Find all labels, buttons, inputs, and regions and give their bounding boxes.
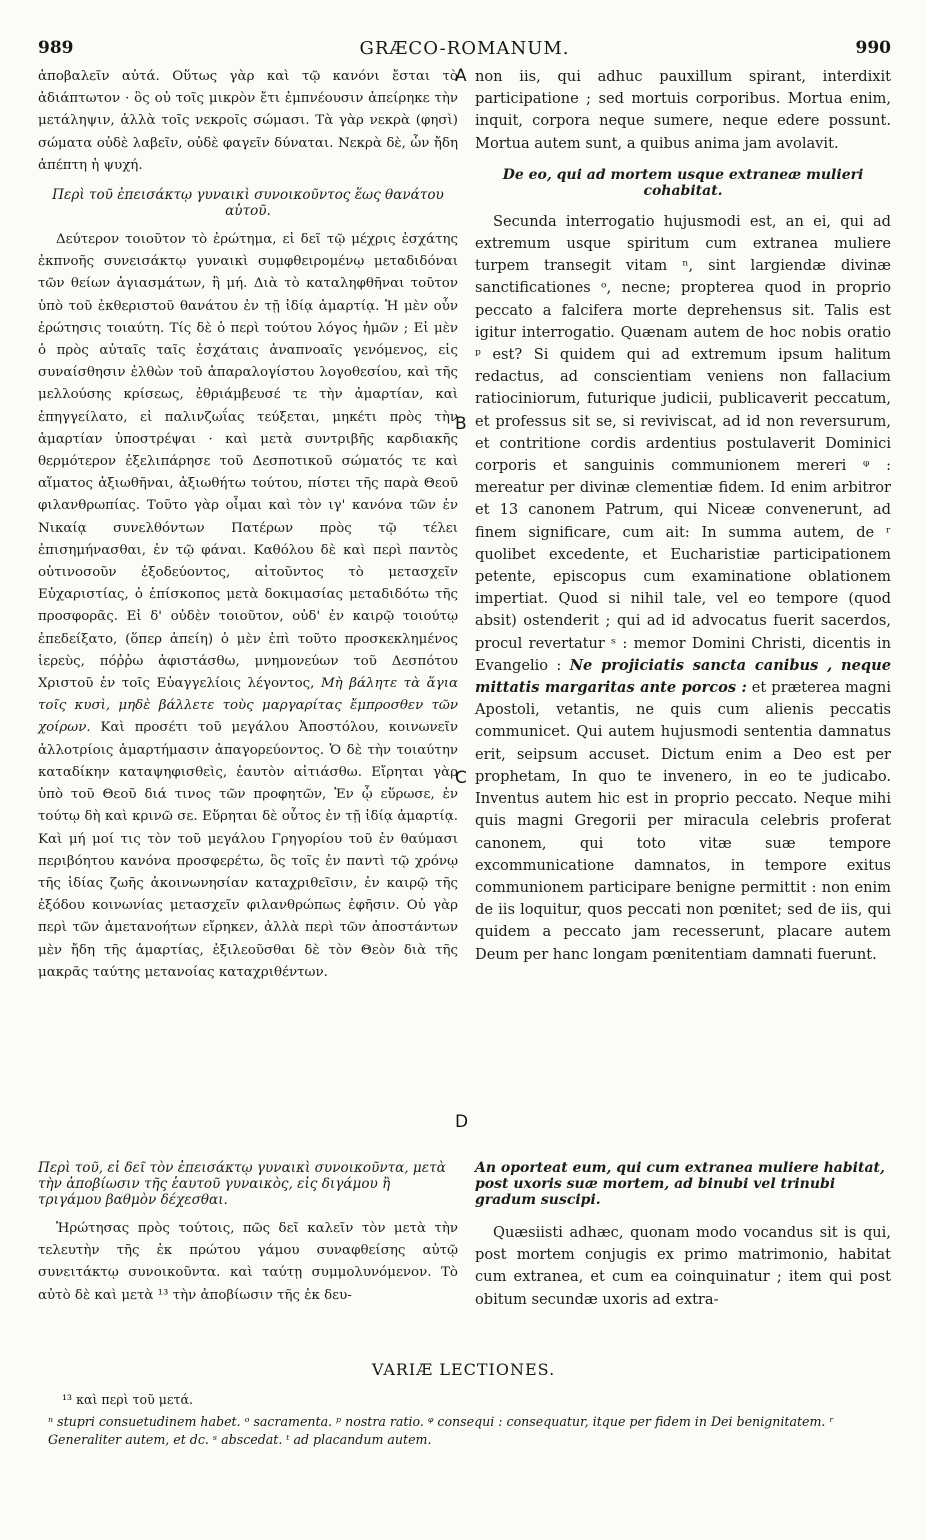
- latin-body-1b: et præterea magni Apostoli, vetantis, ne quis cum alienis peccatis communicet. Qui autem hujusmodi sententia damnatus erit, seipsum accuset. Dictum enim a Deo est per prophetam, In quo te invenero, in eo te judicabo. Inventus autem hic est in proprio peccato. Neque mihi quis magni Gregorii per miracula celebris proferat canonem, qui toto vitæ suæ tempore excommunicatione damnatos, in tempore exitus communionem participare benigne permittit : non enim de iis loquitur, quos peccati non pœnitet; sed de iis, qui quidem a peccato jam recesserunt, placare autem Deum per hanc longam pœnitentiam damnati fuerunt.: [475, 679, 891, 963]
- page-number-left: 989: [38, 38, 74, 58]
- running-header: [38, 38, 891, 64]
- latin-heading-1: De eo, qui ad mortem usque extraneæ mulieri cohabitat.: [502, 166, 864, 199]
- greek-paragraph-1: [38, 229, 458, 984]
- margin-marker-c: C: [455, 768, 467, 788]
- greek-heading-2: Περὶ τοῦ, εἰ δεῖ τὸν ἐπεισάκτῳ γυναικὶ συνοικοῦντα, μετὰ τὴν ἀποβίωσιν τῆς ἑαυτοῦ γυναικὸς, εἰς διγάμου ἢ τριγάμου βαθμὸν δέχεσθαι.: [38, 1160, 446, 1208]
- margin-marker-a: A: [455, 66, 467, 86]
- greek-body-1b: Καὶ προσέτι τοῦ μεγάλου Ἀποστόλου, κοινωνεῖν ἀλλοτρίοις ἁμαρτήμασιν ἀπαγορεύοντος. Ὁ δὲ τὴν τοιαύτην καταδίκην καταψηφισθεὶς, ἑαυτὸν αἰτιάσθω. Εἴρηται γὰρ ὑπὸ τοῦ Θεοῦ διά τινος τῶν προφητῶν, Ἐν ᾧ εὕρωσε, ἐν τούτῳ δὴ καὶ κρινῶ σε. Εὕρηται δὲ οὗτος ἐν τῇ ἰδίᾳ ἁμαρτίᾳ. Καὶ μή μοί τις τὸν τοῦ μεγάλου Γρηγορίου τοῦ ἐν θαύμασι περιβόητου κανόνα προσφερέτω, ὃς τοῖς ἐν παντὶ τῷ χρόνῳ τῆς ἰδίας ζωῆς ἀκοινωνησίαν καταχριθεῖσιν, ἐν καιρῷ τῆς ἐξόδου κοινωνίας μετασχεῖν φιλανθρώπως ἐφῆσιν. Οὐ γὰρ περὶ τῶν ἀμετανοήτων εἴρηκεν, ἀλλὰ περὶ τῶν ἀποστάντων μὲν ἤδη τῆς ἁμαρτίας, ἐξιλεοῦσθαι δὲ τὸν Θεὸν διὰ τῆς μακρᾶς ταύτης μετανοίας καταχριθέντων.: [38, 720, 458, 980]
- latin-quote-1: Ne projiciatis sancta canibus , neque mittatis margaritas ante porcos :: [475, 656, 892, 697]
- margin-marker-b: B: [455, 414, 467, 434]
- latin-column-bottom: [475, 1160, 891, 1311]
- greek-column-top: [38, 66, 458, 984]
- variae-lectiones-title: VARIÆ LECTIONES.: [371, 1360, 556, 1379]
- greek-quote-1: Μὴ βάλητε τὰ ἅγια τοῖς κυσὶ, μηδὲ βάλλετε τοὺς μαργαρίτας ἔμπροσθεν τῶν χοίρων.: [38, 676, 458, 736]
- margin-marker-d: D: [455, 1112, 469, 1132]
- latin-footnotes: ⁿ stupri consuetudinem habet. ᵒ sacramenta. ᵖ nostra ratio. ᵠ consequi : consequatur, itque per fidem in Dei benignitatem. ʳ Generaliter autem, et dc. ˢ abscedat. ᵗ ad placandum autem.: [48, 1414, 834, 1447]
- greek-heading-1: Περὶ τοῦ ἐπεισάκτῳ γυναικὶ συνοικοῦντος ἕως θανάτου αὐτοῦ.: [52, 187, 444, 220]
- latin-paragraph-1: [475, 211, 891, 966]
- greek-intro: ἀποβαλεῖν αὐτά. Οὕτως γὰρ καὶ τῷ κανόνι ἔσται τὸ ἀδιάπτωτον · ὃς οὐ τοῖς μικρὸν ἔτι ἐμπνέουσιν ἀπείρηκε τὴν μετάληψιν, ἀλλὰ τοῖς νεκροῖς σώμασι. Τὰ γὰρ νεκρὰ (φησὶ) σώματα οὐδὲ λαβεῖν, οὐδὲ φαγεῖν δύναται. Νεκρὰ δὲ, ὧν ἤδη ἀπέπτη ἡ ψυχή.: [38, 69, 458, 173]
- greek-footnote: ¹³ καὶ περὶ τοῦ μετά.: [62, 1392, 193, 1407]
- latin-heading-2: An oporteat eum, qui cum extranea muliere habitat, post uxoris suæ mortem, ad binubi vel trinubi gradum suscipi.: [475, 1160, 885, 1208]
- greek-body-1: Δεύτερον τοιοῦτον τὸ ἐρώτημα, εἰ δεῖ τῷ μέχρις ἐσχάτης ἐκπνοῆς συνεισάκτῳ γυναικὶ συμφθειρομένῳ μεταδιδόναι τῶν θείων ἁγιασμάτων, ἢ μή. Διὰ τὸ καταληφθῆναι τοῦτον ὑπὸ τοῦ ἐκθεριστοῦ θανάτου ἐν τῇ ἰδίᾳ ἁμαρτίᾳ. Ἡ μὲν οὖν ἐρώτησις τοιαύτη. Τίς δὲ ὁ περὶ τούτου λόγος ἡμῶν ; Εἰ μὲν ὁ πρὸς αὐταῖς ταῖς ἐσχάταις ἀναπνοαῖς γενόμενος, εἰς συναίσθησιν ἐλθὼν τοῦ ἀπαραλογίστου λογοθεσίου, καὶ τῆς μελλούσης κρίσεως, ἐθριάμβευσέ τε τὴν ἁμαρτίαν, καὶ ἐπηγγείλατο, εἰ παλινζωΐας τεύξεται, μηκέτι πρὸς τὴν ἁμαρτίαν ὑποστρέψαι · καὶ μετὰ συντριβῆς καρδιακῆς θερμότερον ἐξελιπάρησε τοῦ Δεσποτικοῦ σώματός τε καὶ αἵματος ἀξιωθῆναι, ἀξιωθήτω τούτου, πίστει τῆς παρὰ Θεοῦ φιλανθρωπίας. Τοῦτο γὰρ οἶμαι καὶ τὸν ιγ' κανόνα τῶν ἐν Νικαίᾳ συνελθόντων Πατέρων πρὸς τῷ τέλει ἐπισημήνασθαι, ἐν τῷ φάναι. Καθόλου δὲ καὶ περὶ παντὸς οὑτινοσοῦν ἐξοδεύοντος, αἰτοῦντος τὸ μετασχεῖν Εὐχαριστίας, ὁ ἐπίσκοπος μετὰ δοκιμασίας μεταδιδότω τῆς προσφορᾶς. Εἰ δ' οὐδὲν τοιοῦτον, οὐδ' ἐν καιρῷ τοιούτῳ ἐπεδείξατο, (ὅπερ ἀπείη) ὁ μὲν ἐπὶ τοῦτο προσκεκλημένος ἱερεὺς, πόῤῥω ἀφιστάσθω, μνημονεύων τοῦ Δεσπότου Χριστοῦ ἐν τοῖς Εὐαγγελίοις λέγοντος,: [38, 232, 458, 692]
- latin-column-top: [475, 66, 891, 966]
- greek-column-bottom: [38, 1160, 458, 1307]
- running-title: GRÆCO-ROMANUM.: [359, 38, 570, 59]
- page-number-right: 990: [855, 38, 891, 58]
- latin-intro: non iis, qui adhuc pauxillum spirant, interdixit participatione ; sed mortuis corporibus. Mortua enim, inquit, corpora neque sumere, neque edere possunt. Mortua autem sunt, a quibus anima jam avolavit.: [475, 68, 891, 152]
- latin-body-2: Quæsiisti adhæc, quonam modo vocandus sit is qui, post mortem conjugis ex primo matrimonio, habitat cum extranea, et cum ea coinquinatur ; item qui post obitum secundæ uxoris ad extra-: [475, 1224, 891, 1308]
- greek-body-2: Ἠρώτησας πρὸς τούτοις, πῶς δεῖ καλεῖν τὸν μετὰ τὴν τελευτὴν τῆς ἐκ πρώτου γάμου συναφθείσης αὐτῷ συνειτάκτῳ συνοικοῦντα. καὶ ταύτῃ συμμολυνόμενον. Τὸ αὐτὸ δὲ καὶ μετὰ ¹³ τὴν ἀποβίωσιν τῆς ἐκ δευ-: [38, 1221, 458, 1303]
- latin-body-1: Secunda interrogatio hujusmodi est, an ei, qui ad extremum usque spiritum cum extranea muliere turpem transegit vitam ⁿ, sint largiendæ divinæ sanctificationes ᵒ, necne; propterea quod in proprio peccato a falcifera morte deprehensus sit. Talis est igitur interrogatio. Quænam autem de hoc nobis oratio ᵖ est? Si quidem qui ad extremum ipsum halitum redactus, ad conscientiam veniens non fallacium ratiociniorum, futurique judicii, publicaverit peccatum, et professus sit se, si reviviscat, ad id non reversurum, et contritione cordis ardentius postulaverit Dominici corporis et sanguinis communionem mereri ᵠ : mereatur per divinæ clementiæ fidem. Id enim arbitror et 13 canonem Patrum, qui Niceæ convenerunt, ad finem significare, cum ait: In summa autem, de ʳ quolibet excedente, et Eucharistiæ participationem petente, episcopus cum examinatione oblationem impertiat. Quod si nihil tale, vel eo tempore (quod absit) ostenderit ; qui ad id advocatus fuerit sacerdos, procul revertatur ˢ : memor Domini Christi, dicentis in Evangelio :: [475, 212, 891, 674]
